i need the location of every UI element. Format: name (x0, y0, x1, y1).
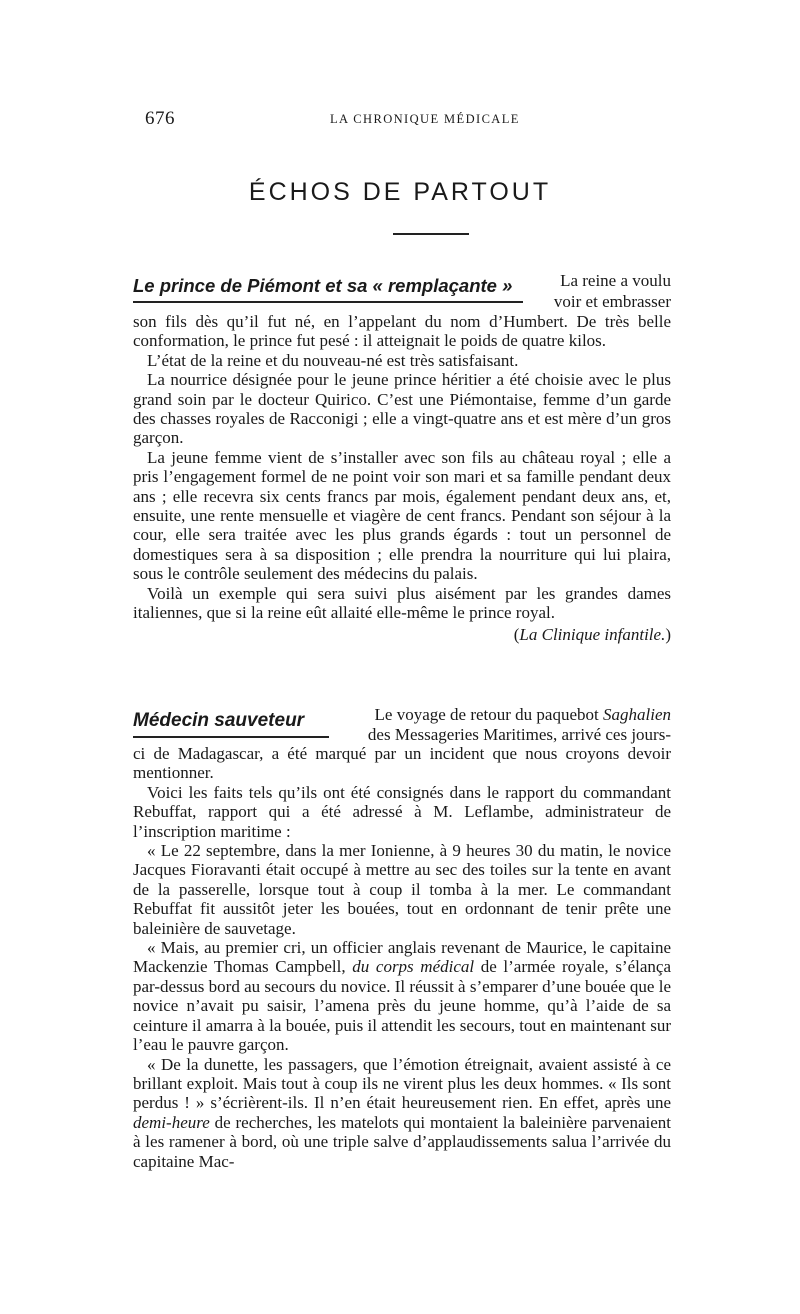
paragraph: son fils dès qu’il fut né, en l’appelant du nom d’Humbert. De très belle conformation, le prince fut pesé : il atteignait le poids de quatre kilos. (133, 312, 671, 351)
page-number: 676 (145, 108, 175, 129)
article-heading: Le prince de Piémont et sa « remplaçante » (133, 275, 513, 296)
emphasis: du corps médical (352, 957, 475, 977)
heading-side-text-2: des Messageries Maritimes, arrivé ces jours- (367, 725, 671, 744)
paragraph: Voici les faits tels qu’ils ont été consignés dans le rapport du commandant Rebuffat, rapport qui a été adressé à M. Leflambe, administrateur de l’inscription maritime : (133, 782, 671, 841)
journal-title: LA CHRONIQUE MÉDICALE (330, 112, 520, 126)
running-head (133, 106, 669, 130)
paragraph: ci de Madagascar, a été marqué par un incident que nous croyons devoir mentionner. (133, 744, 671, 783)
paragraph: « Mais, au premier cri, un officier anglais revenant de Maurice, le capitaine Mackenzie Thomas Campbell, du corps médical de l’armée royale, s’élança par-dessus bord au secours du novice. Il réussit à s’emparer d’une bouée que le novice n’avait pu saisir, l’amena près du jeune homme, qu’à l’aide de sa ceinture il amarra à la bouée, puis il attendit les secours, tout en maintenant sur l’eau le pauvre garçon. (133, 938, 671, 1055)
article-heading-block (133, 702, 671, 744)
ship-name: Saghalien (603, 705, 671, 724)
heading-underline (133, 301, 523, 303)
article-medecin-sauveteur (133, 702, 671, 1171)
paragraph: « Le 22 septembre, dans la mer Ionienne, à 9 heures 30 du matin, le novice Jacques Fioravanti était occupé à mettre au sec des toiles sur la tente en avant de la passerelle, lorsque tout à coup il tomba à la mer. Le commandant Rebuffat fit aussitôt jeter les bouées, tout en ordonnant de tenir prête une baleinière de sauvetage. (133, 841, 671, 938)
heading-underline (133, 736, 329, 738)
article-heading-block (133, 268, 671, 312)
article-prince-piemont (133, 268, 671, 644)
emphasis: demi-heure (133, 1112, 210, 1132)
paragraph: La nourrice désignée pour le jeune prince héritier a été choisie avec le plus grand soin par le docteur Quirico. C’est une Piémontaise, femme d’un garde des chasses royales de Racconigi ; elle a vingt-quatre ans et est mère d’un gros garçon. (133, 370, 671, 448)
heading-side-text-1: La reine a voulu (560, 271, 671, 290)
paragraph: Voilà un exemple qui sera suivi plus aisément par les grandes dames italiennes, que si la reine eût allaité elle-même le prince royal. (133, 583, 671, 623)
paragraph: « De la dunette, les passagers, que l’émotion étreignait, avaient assisté à ce brillant exploit. Mais tout à coup ils ne virent plus les deux hommes. « Ils sont perdus ! » s’écrièrent-ils. Il n’en était heureusement rien. En effet, après une demi-heure de recherches, les matelots qui montaient la baleinière parvenaient à les ramener à bord, où une triple salve d’applaudissements salua l’arrivée du capitaine Mac- (133, 1054, 671, 1171)
heading-side-text-1: Le voyage de retour du paquebot Saghalien (374, 705, 671, 724)
section-title: ÉCHOS DE PARTOUT (248, 178, 552, 206)
paragraph: L’état de la reine et du nouveau-né est très satisfaisant. (147, 350, 519, 370)
source-citation: (La Clinique infantile.) (513, 624, 671, 644)
article-heading: Médecin sauveteur (133, 710, 305, 731)
heading-side-text-2: voir et embrasser (553, 292, 671, 311)
title-divider (393, 233, 469, 235)
paragraph: La jeune femme vient de s’installer avec son fils au château royal ; elle a pris l’engagement formel de ne point voir son mari et sa famille pendant deux ans ; elle recevra six cents francs par mois, également pendant deux ans, et, ensuite, une rente mensuelle et viagère de cent francs. Pendant son séjour à la cour, elle sera traitée avec les plus grands égards : tout un personnel de domestiques sera à sa disposition ; elle prendra la nourriture qui lui plaira, sous le contrôle seulement des médecins du palais. (133, 447, 671, 584)
source-title: La Clinique infantile. (519, 624, 666, 644)
